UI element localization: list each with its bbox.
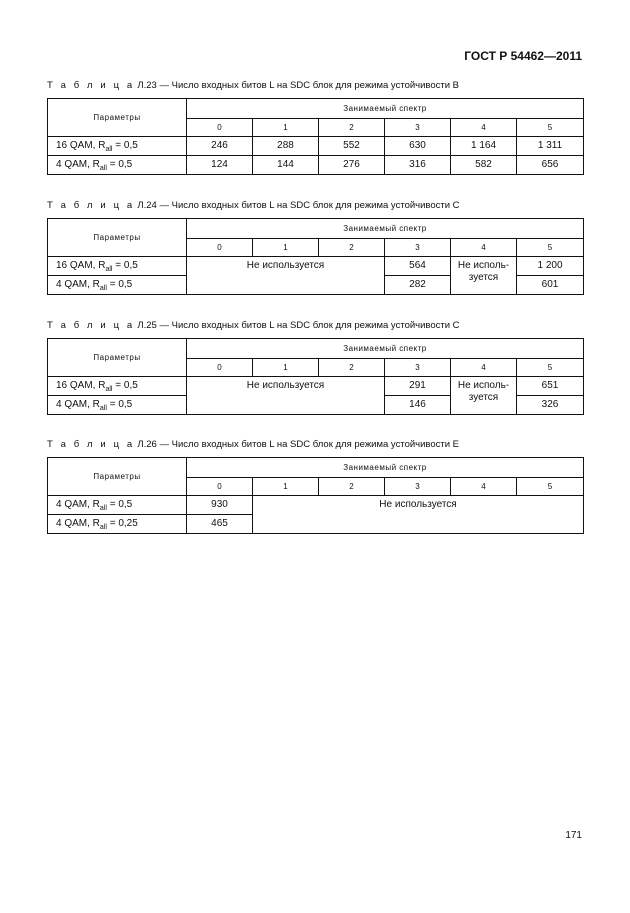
not-used-split-cell: Не исполь- зуется xyxy=(451,257,517,295)
header-params: Параметры xyxy=(48,219,187,257)
cell: 582 xyxy=(451,156,517,175)
table-l26 xyxy=(47,457,584,534)
cell: 146 xyxy=(385,396,451,415)
cell: 564 xyxy=(385,257,451,276)
caption-text: Л.23 — Число входных битов L на SDC блок для режима устойчивости В xyxy=(134,80,460,91)
col-header: 4 xyxy=(451,119,517,137)
row-name: 4 QAM, $R_{all} = 0,5$ xyxy=(48,276,187,295)
table-l23 xyxy=(47,98,584,175)
row-name: 4 QAM, $R_{all} = 0,5$ xyxy=(48,396,187,415)
caption-prefix: Т а б л и ц а xyxy=(47,200,135,211)
row-name: 4 QAM, $R_{all} = 0,5$ xyxy=(48,156,187,175)
table-l24 xyxy=(47,218,584,295)
col-header: 0 xyxy=(187,239,253,257)
col-header: 1 xyxy=(253,119,319,137)
col-header: 3 xyxy=(385,239,451,257)
caption-text: Л.26 — Число входных битов L на SDC блок для режима устойчивости Е xyxy=(134,439,460,450)
header-params: Параметры xyxy=(48,339,187,377)
col-header: 0 xyxy=(187,119,253,137)
col-header: 3 xyxy=(385,478,451,496)
col-header: 4 xyxy=(451,359,517,377)
cell: 282 xyxy=(385,276,451,295)
cell: 656 xyxy=(517,156,584,175)
row-name: 16 QAM, $R_{all} = 0,5$ xyxy=(48,257,187,276)
col-header: 3 xyxy=(385,359,451,377)
cell: 651 xyxy=(517,377,584,396)
row-name: 4 QAM, $R_{all} = 0,5$ xyxy=(48,496,187,515)
caption-text: Л.25 — Число входных битов L на SDC блок для режима устойчивости С xyxy=(134,320,460,331)
caption-table-l25 xyxy=(47,320,460,331)
row-name: 4 QAM, $R_{all} = 0,25$ xyxy=(48,515,187,534)
col-header: 2 xyxy=(319,478,385,496)
cell: 601 xyxy=(517,276,584,295)
col-header: 4 xyxy=(451,478,517,496)
col-header: 2 xyxy=(319,359,385,377)
col-header: 2 xyxy=(319,239,385,257)
col-header: 1 xyxy=(253,239,319,257)
not-used-split-cell: Не исполь- зуется xyxy=(451,377,517,415)
header-spectrum: Занимаемый спектр xyxy=(187,339,584,359)
col-header: 5 xyxy=(517,239,584,257)
col-header: 5 xyxy=(517,119,584,137)
table-row xyxy=(48,257,584,276)
caption-prefix: Т а б л и ц а xyxy=(47,439,135,450)
cell: 316 xyxy=(385,156,451,175)
cell: 630 xyxy=(385,137,451,156)
table-row xyxy=(48,137,584,156)
cell: 1 311 xyxy=(517,137,584,156)
header-params: Параметры xyxy=(48,99,187,137)
caption-table-l24 xyxy=(47,200,460,211)
table-l25 xyxy=(47,338,584,415)
row-name: 16 QAM, $R_{all} = 0,5$ xyxy=(48,137,187,156)
cell: 552 xyxy=(319,137,385,156)
col-header: 3 xyxy=(385,119,451,137)
col-header: 5 xyxy=(517,359,584,377)
cell: 246 xyxy=(187,137,253,156)
header-spectrum: Занимаемый спектр xyxy=(187,99,584,119)
table-row xyxy=(48,496,584,515)
not-used-cell: Не используется xyxy=(187,257,385,295)
header-spectrum: Занимаемый спектр xyxy=(187,458,584,478)
cell: 144 xyxy=(253,156,319,175)
not-used-cell: Не используется xyxy=(253,496,584,534)
col-header: 1 xyxy=(253,478,319,496)
col-header: 0 xyxy=(187,478,253,496)
cell: 288 xyxy=(253,137,319,156)
caption-text: Л.24 — Число входных битов L на SDC блок для режима устойчивости С xyxy=(134,200,460,211)
table-row xyxy=(48,156,584,175)
cell: 465 xyxy=(187,515,253,534)
cell: 1 164 xyxy=(451,137,517,156)
table-row xyxy=(48,377,584,396)
row-name: 16 QAM, $R_{all} = 0,5$ xyxy=(48,377,187,396)
col-header: 0 xyxy=(187,359,253,377)
col-header: 4 xyxy=(451,239,517,257)
page-number: 171 xyxy=(565,830,582,841)
cell: 291 xyxy=(385,377,451,396)
caption-prefix: Т а б л и ц а xyxy=(47,80,135,91)
caption-prefix: Т а б л и ц а xyxy=(47,320,135,331)
cell: 326 xyxy=(517,396,584,415)
cell: 930 xyxy=(187,496,253,515)
caption-table-l23 xyxy=(47,80,459,91)
header-spectrum: Занимаемый спектр xyxy=(187,219,584,239)
col-header: 2 xyxy=(319,119,385,137)
not-used-cell: Не используется xyxy=(187,377,385,415)
col-header: 1 xyxy=(253,359,319,377)
standard-designation: ГОСТ Р 54462—2011 xyxy=(464,49,582,63)
cell: 1 200 xyxy=(517,257,584,276)
col-header: 5 xyxy=(517,478,584,496)
cell: 276 xyxy=(319,156,385,175)
caption-table-l26 xyxy=(47,439,459,450)
cell: 124 xyxy=(187,156,253,175)
header-params: Параметры xyxy=(48,458,187,496)
